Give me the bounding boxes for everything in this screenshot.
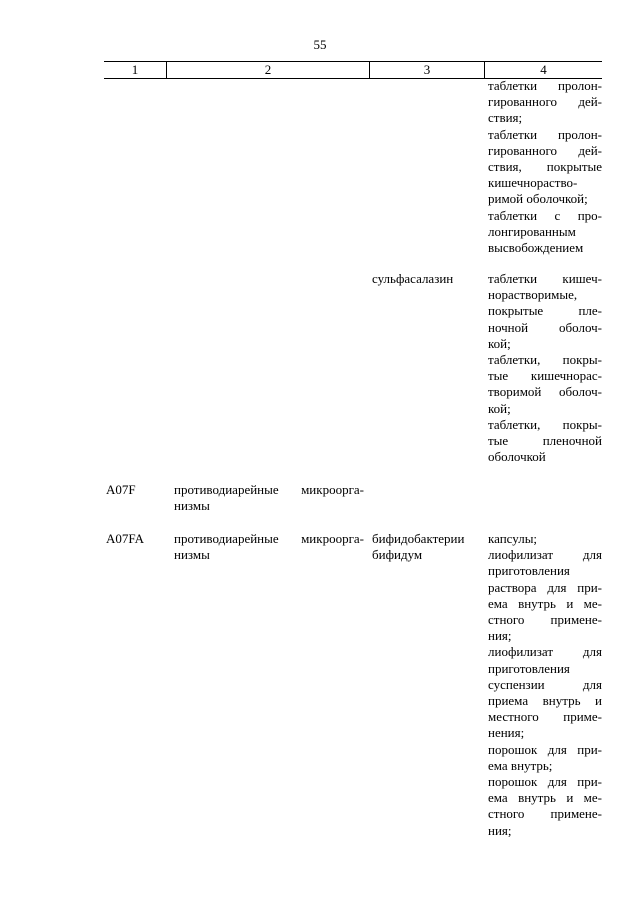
form-line: стного примене- [488,806,602,822]
form-line: римой оболочкой; [488,191,588,207]
form-line: раствора для при- [488,579,602,595]
form-line: лиофилизат для [488,547,602,563]
drug-name: сульфасалазин [372,271,454,286]
form-line: ема внутрь и ме- [488,790,602,806]
form-line: кишечнораство- [488,175,578,191]
form-line: покрытые пле- [488,303,602,319]
form-line: тые кишечнорас- [488,368,602,384]
dosage-forms-sulfasalazine [488,271,602,465]
form-line: норастворимые, [488,287,578,303]
form-line: местного приме- [488,709,602,725]
form-line: творимой оболоч- [488,384,602,400]
header-col-2: 2 [166,62,369,78]
form-line: таблетки, покры- [488,416,602,432]
form-line: таблетки, покры- [488,352,602,368]
form-line: таблетки кишеч- [488,271,602,286]
group-name-a07f [174,482,364,514]
header-col-3: 3 [369,62,484,78]
form-line: высвобождением [488,240,584,256]
form-line: лиофилизат для [488,644,602,660]
form-line: суспензии для [488,676,602,692]
drug-name-line: бифидобактерии [372,531,465,546]
drug-name-line: бифидум [372,547,423,563]
form-line: ствия, покрытые [488,159,602,175]
form-line: ночной оболоч- [488,319,602,335]
atc-code: A07F [106,482,136,497]
form-line: нения; [488,725,525,741]
form-line: кой; [488,400,511,416]
dosage-forms-bifidobacteria [488,531,602,839]
form-line: ствия; [488,110,523,126]
atc-code-a07fa [106,531,168,547]
form-line: стного примене- [488,612,602,628]
form-line: таблетки пролон- [488,78,602,93]
form-line: ема внутрь; [488,757,553,773]
form-line: приготовления [488,660,570,676]
header-col-1: 1 [131,62,139,77]
group-line: противодиарейные микроорга- [174,482,364,497]
form-line: ния; [488,628,512,644]
page-number: 55 [313,37,327,52]
atc-code: A07FA [106,531,145,546]
form-line: таблетки с про- [488,207,602,223]
form-line: тые пленочной [488,433,602,449]
form-line: гированного дей- [488,142,602,158]
form-line: порошок для при- [488,774,602,790]
group-name-a07fa [174,531,364,563]
group-line: низмы [174,547,210,563]
drug-name-sulfasalazine [372,271,486,287]
form-line: ема внутрь и ме- [488,595,602,611]
group-line: низмы [174,498,210,514]
form-line: гированного дей- [488,94,602,110]
form-line: порошок для при- [488,741,602,757]
form-line: оболочкой [488,449,546,465]
form-line: ния; [488,822,512,838]
form-line: приготовления [488,563,570,579]
form-line: кой; [488,335,511,351]
form-line: таблетки пролон- [488,126,602,142]
dosage-forms-continued [488,78,602,256]
group-line: противодиарейные микроорга- [174,531,364,546]
table-header-row [104,61,602,79]
form-line: лонгированным [488,223,576,239]
form-line: капсулы; [488,531,538,546]
form-line: приема внутрь и [488,693,602,709]
atc-code-a07f [106,482,168,498]
header-col-4: 4 [484,62,602,78]
drug-name-bifidobacteria [372,531,486,563]
